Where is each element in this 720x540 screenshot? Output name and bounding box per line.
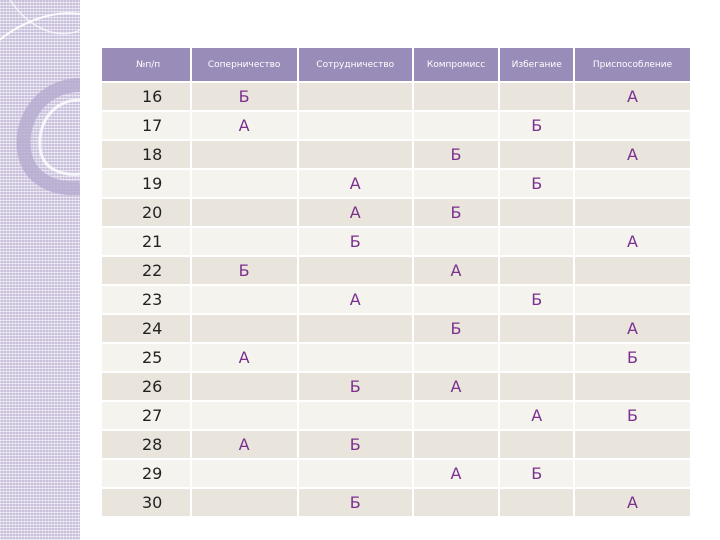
table-cell-accommodation: А — [575, 315, 690, 342]
table-cell-collaboration — [299, 315, 412, 342]
table-cell-number: 25 — [102, 344, 190, 371]
table-row — [102, 228, 690, 255]
table-cell-avoidance: Б — [500, 170, 573, 197]
table-row — [102, 257, 690, 284]
column-header-number: №п/п — [102, 48, 190, 81]
column-header-collaboration: Сотрудничество — [299, 48, 412, 81]
table-cell-accommodation — [575, 460, 690, 487]
table-cell-avoidance — [500, 83, 573, 110]
table-cell-collaboration — [299, 402, 412, 429]
table-cell-compromise: Б — [414, 141, 499, 168]
table-cell-avoidance — [500, 257, 573, 284]
table-cell-avoidance — [500, 199, 573, 226]
table-cell-accommodation — [575, 373, 690, 400]
table-cell-compromise: А — [414, 373, 499, 400]
table-row — [102, 402, 690, 429]
table-container — [102, 46, 692, 518]
table-cell-competition — [192, 460, 297, 487]
column-header-accommodation: Приспособление — [575, 48, 690, 81]
table-cell-compromise — [414, 402, 499, 429]
table-row — [102, 315, 690, 342]
table-cell-number: 26 — [102, 373, 190, 400]
table-cell-compromise — [414, 431, 499, 458]
table-cell-competition: Б — [192, 83, 297, 110]
table-row — [102, 489, 690, 516]
column-header-avoidance: Избегание — [500, 48, 573, 81]
table-cell-collaboration — [299, 460, 412, 487]
table-cell-competition: А — [192, 112, 297, 139]
table-body — [102, 83, 690, 516]
table-cell-collaboration — [299, 344, 412, 371]
table-cell-avoidance — [500, 489, 573, 516]
table-cell-compromise — [414, 489, 499, 516]
table-cell-compromise — [414, 286, 499, 313]
table-cell-accommodation: А — [575, 141, 690, 168]
table-cell-collaboration: Б — [299, 373, 412, 400]
table-cell-number: 27 — [102, 402, 190, 429]
table-cell-competition: А — [192, 431, 297, 458]
table-cell-accommodation: А — [575, 489, 690, 516]
table-cell-competition: Б — [192, 257, 297, 284]
table-cell-competition — [192, 286, 297, 313]
table-cell-accommodation: А — [575, 228, 690, 255]
table-cell-compromise — [414, 112, 499, 139]
table-cell-collaboration — [299, 83, 412, 110]
table-cell-competition — [192, 489, 297, 516]
decorative-swirl — [0, 0, 80, 540]
table-cell-avoidance — [500, 141, 573, 168]
table-row — [102, 141, 690, 168]
column-header-competition: Соперничество — [192, 48, 297, 81]
table-cell-compromise — [414, 170, 499, 197]
table-cell-number: 22 — [102, 257, 190, 284]
table-cell-number: 21 — [102, 228, 190, 255]
table-row — [102, 431, 690, 458]
table-cell-accommodation: А — [575, 83, 690, 110]
table-cell-collaboration: А — [299, 286, 412, 313]
table-cell-avoidance — [500, 315, 573, 342]
table-cell-number: 30 — [102, 489, 190, 516]
table-row — [102, 112, 690, 139]
table-cell-number: 17 — [102, 112, 190, 139]
table-row — [102, 170, 690, 197]
table-row — [102, 199, 690, 226]
table-cell-number: 16 — [102, 83, 190, 110]
table-cell-compromise: Б — [414, 199, 499, 226]
table-cell-competition — [192, 402, 297, 429]
table-cell-accommodation: Б — [575, 344, 690, 371]
table-cell-accommodation — [575, 431, 690, 458]
decorative-sidebar — [0, 0, 80, 540]
table-cell-number: 23 — [102, 286, 190, 313]
table-row — [102, 344, 690, 371]
table-header-row — [102, 48, 690, 81]
table-cell-collaboration: Б — [299, 489, 412, 516]
table-cell-collaboration — [299, 112, 412, 139]
table-cell-competition — [192, 199, 297, 226]
table-cell-compromise — [414, 228, 499, 255]
table-cell-competition — [192, 228, 297, 255]
table-cell-accommodation — [575, 286, 690, 313]
table-cell-avoidance — [500, 344, 573, 371]
table-cell-accommodation — [575, 170, 690, 197]
table-cell-accommodation — [575, 199, 690, 226]
table-cell-collaboration: А — [299, 199, 412, 226]
table-row — [102, 460, 690, 487]
table-cell-number: 29 — [102, 460, 190, 487]
table-cell-avoidance: А — [500, 402, 573, 429]
table-cell-avoidance — [500, 373, 573, 400]
table-cell-compromise: А — [414, 460, 499, 487]
table-cell-competition — [192, 170, 297, 197]
table-cell-competition — [192, 315, 297, 342]
table-cell-collaboration — [299, 257, 412, 284]
table-cell-accommodation — [575, 112, 690, 139]
table-cell-number: 19 — [102, 170, 190, 197]
table-cell-avoidance — [500, 431, 573, 458]
table-cell-number: 20 — [102, 199, 190, 226]
table-cell-competition: А — [192, 344, 297, 371]
table-cell-collaboration: А — [299, 170, 412, 197]
table-cell-competition — [192, 141, 297, 168]
table-cell-accommodation: Б — [575, 402, 690, 429]
table-row — [102, 286, 690, 313]
table-cell-avoidance: Б — [500, 286, 573, 313]
table-cell-number: 28 — [102, 431, 190, 458]
table-cell-competition — [192, 373, 297, 400]
table-row — [102, 83, 690, 110]
table-cell-avoidance: Б — [500, 460, 573, 487]
table-cell-number: 24 — [102, 315, 190, 342]
table-row — [102, 373, 690, 400]
table-cell-number: 18 — [102, 141, 190, 168]
table-cell-avoidance — [500, 228, 573, 255]
table-cell-collaboration: Б — [299, 228, 412, 255]
strategy-answers-table — [100, 46, 692, 518]
table-cell-compromise — [414, 344, 499, 371]
table-cell-collaboration: Б — [299, 431, 412, 458]
table-cell-avoidance: Б — [500, 112, 573, 139]
column-header-compromise: Компромисс — [414, 48, 499, 81]
table-cell-collaboration — [299, 141, 412, 168]
table-cell-compromise: Б — [414, 315, 499, 342]
table-cell-compromise: А — [414, 257, 499, 284]
table-cell-compromise — [414, 83, 499, 110]
table-cell-accommodation — [575, 257, 690, 284]
